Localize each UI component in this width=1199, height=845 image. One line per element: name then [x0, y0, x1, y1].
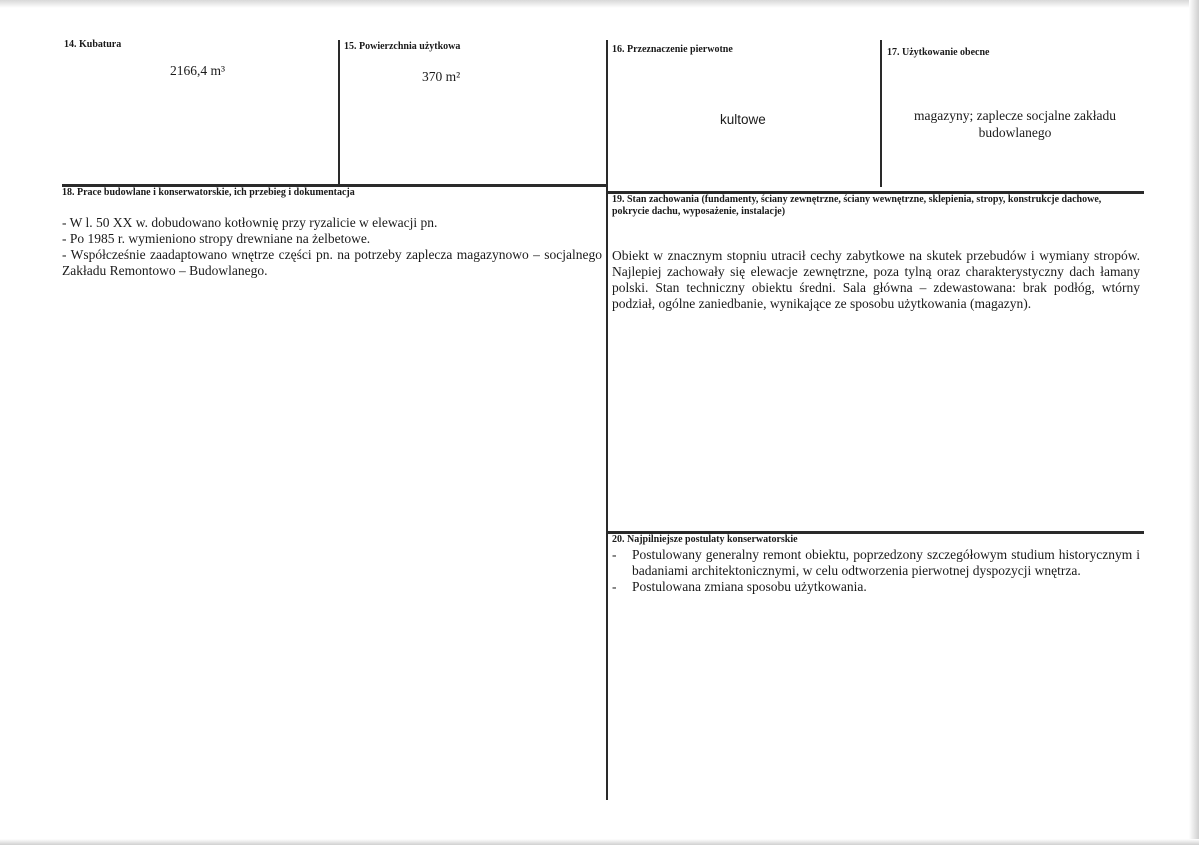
- bullet-dash: -: [612, 547, 617, 562]
- field-18-line-1: - W l. 50 XX w. dobudowano kotłownię przy ryzalicie w elewacji pn.: [62, 215, 438, 230]
- field-17-value: magazyny; zaplecze socjalne zakładu budowlanego: [913, 108, 1116, 140]
- field-17-label: 17. Użytkowanie obecne: [887, 47, 990, 58]
- field-20-item-2: [612, 579, 1140, 595]
- field-18-label: 18. Prace budowlane i konserwatorskie, ich przebieg i dokumentacja: [62, 187, 355, 198]
- divider-v-14-15: [338, 40, 340, 185]
- field-19-label: 19. Stan zachowania (fundamenty, ściany zewnętrzne, ściany wewnętrzne, sklepienia, stropy, konstrukcje dachowe, pokrycie dachu, wyposażenie, instalacje): [612, 194, 1102, 217]
- field-15-label: 15. Powierzchnia użytkowa: [344, 41, 461, 52]
- field-16-label: 16. Przeznaczenie pierwotne: [612, 44, 733, 55]
- bullet-dash: -: [612, 579, 617, 594]
- field-18-line-3: - Współcześnie zaadaptowano wnętrze części pn. na potrzeby zaplecza magazynowo – socjalnego Zakładu Remontowo – Budowlanego.: [62, 247, 602, 278]
- divider-v-16-17: [880, 40, 882, 187]
- field-18-line-2: - Po 1985 r. wymieniono stropy drewniane na żelbetowe.: [62, 231, 371, 246]
- scan-edge-bottom: [0, 839, 1199, 845]
- field-14-value: 2166,4 m³: [170, 63, 226, 78]
- field-20-item-1-text: Postulowany generalny remont obiektu, poprzedzony szczegółowym studium historycznym i badaniami architektonicznymi, w celu odtworzenia pierwotnej dyspozycji wnętrza.: [632, 547, 1140, 578]
- field-20-item-1: [612, 547, 1140, 579]
- field-20-label: 20. Najpilniejsze postulaty konserwatorskie: [612, 534, 798, 545]
- scan-edge-right: [1189, 0, 1199, 845]
- field-18-list: [62, 215, 602, 279]
- field-16-value: kultowe: [720, 112, 766, 127]
- field-15-value: 370 m²: [422, 69, 461, 84]
- divider-v-center: [606, 40, 608, 800]
- field-20-item-2-text: Postulowana zmiana sposobu użytkowania.: [632, 579, 867, 594]
- field-19-text: Obiekt w znacznym stopniu utracił cechy zabytkowe na skutek przebudów i wymiany stropów. Najlepiej zachowały się elewacje zewnętrzne, poza tylną oraz charakterystyczny dach łamany polski. Stan techniczny obiektu średni. Sala główna – zdewastowana: brak podłóg, wtórny podział, ogólne zaniedbanie, wynikające ze sposobu użytkowania (magazyn).: [612, 248, 1140, 311]
- scan-edge-top: [0, 0, 1199, 8]
- field-14-label: 14. Kubatura: [64, 39, 122, 50]
- field-20-list: [612, 547, 1140, 595]
